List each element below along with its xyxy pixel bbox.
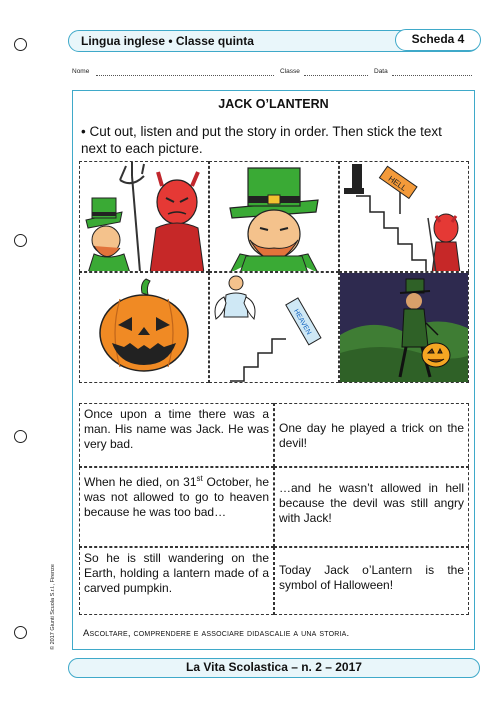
objective-note: Ascoltare, comprendere e associare didascalie a una storia. — [83, 628, 350, 639]
jack-portrait-illustration — [210, 162, 339, 272]
story-text-4[interactable] — [274, 467, 469, 547]
story-text-4-content: …and he wasn’t allowed in hell because the devil was still angry with Jack! — [279, 481, 464, 525]
story-text-3-post: October, he was not allowed to go to heaven because he was too bad… — [84, 475, 270, 519]
hell-stairs-illustration — [340, 162, 469, 272]
picture-jack-wandering[interactable] — [339, 272, 469, 383]
heaven-sign-text: HEAVEN — [291, 308, 313, 337]
picture-jack-portrait[interactable] — [209, 161, 339, 272]
picture-grid — [79, 161, 469, 383]
story-text-3-pre: When he died, on 31 — [84, 475, 197, 489]
story-text-grid — [79, 403, 469, 615]
scheda-badge: Scheda 4 — [395, 29, 481, 51]
instruction-text: • Cut out, listen and put the story in order. Then stick the text next to each picture. — [81, 124, 442, 156]
classe-label: Classe — [280, 68, 300, 75]
binder-hole — [14, 38, 27, 51]
heaven-stairs-illustration — [210, 273, 339, 383]
nome-line[interactable] — [96, 75, 274, 76]
story-text-3[interactable] — [79, 467, 274, 547]
footer-bar: La Vita Scolastica – n. 2 – 2017 — [68, 658, 480, 678]
nome-label: Nome — [72, 68, 90, 75]
hell-sign-text: HELL — [386, 174, 409, 193]
worksheet-title: JACK O’LANTERN — [218, 97, 329, 111]
classe-line[interactable] — [304, 75, 368, 76]
binder-hole — [14, 430, 27, 443]
header-title: Lingua inglese • Classe quinta — [81, 34, 254, 48]
picture-stairs-to-heaven[interactable] — [209, 272, 339, 383]
student-info-row — [72, 68, 472, 80]
picture-pumpkin[interactable] — [79, 272, 209, 383]
copyright-text: © 2017 Giunti Scuola S.r.l., Firenze — [50, 564, 56, 650]
jack-devil-illustration — [80, 162, 209, 272]
binder-hole — [14, 234, 27, 247]
story-text-6-content: Today Jack o’Lantern is the symbol of Halloween! — [279, 563, 464, 592]
story-text-2[interactable] — [274, 403, 469, 467]
picture-jack-and-devil[interactable] — [79, 161, 209, 272]
jack-wandering-illustration — [340, 273, 469, 383]
picture-stairs-to-hell[interactable] — [339, 161, 469, 272]
pumpkin-illustration — [80, 273, 209, 383]
header-bar — [68, 30, 480, 52]
story-text-6[interactable] — [274, 547, 469, 615]
data-label: Data — [374, 68, 388, 75]
story-text-2-content: One day he played a trick on the devil! — [279, 421, 464, 450]
worksheet-frame — [72, 90, 475, 650]
story-text-3-sup: st — [196, 474, 203, 483]
story-text-5[interactable]: So he is still wandering on the Earth, holding a lantern made of a carved pumpkin. — [79, 547, 274, 615]
data-line[interactable] — [392, 75, 472, 76]
binder-hole — [14, 626, 27, 639]
story-text-1[interactable]: Once upon a time there was a man. His name was Jack. He was very bad. — [79, 403, 274, 467]
